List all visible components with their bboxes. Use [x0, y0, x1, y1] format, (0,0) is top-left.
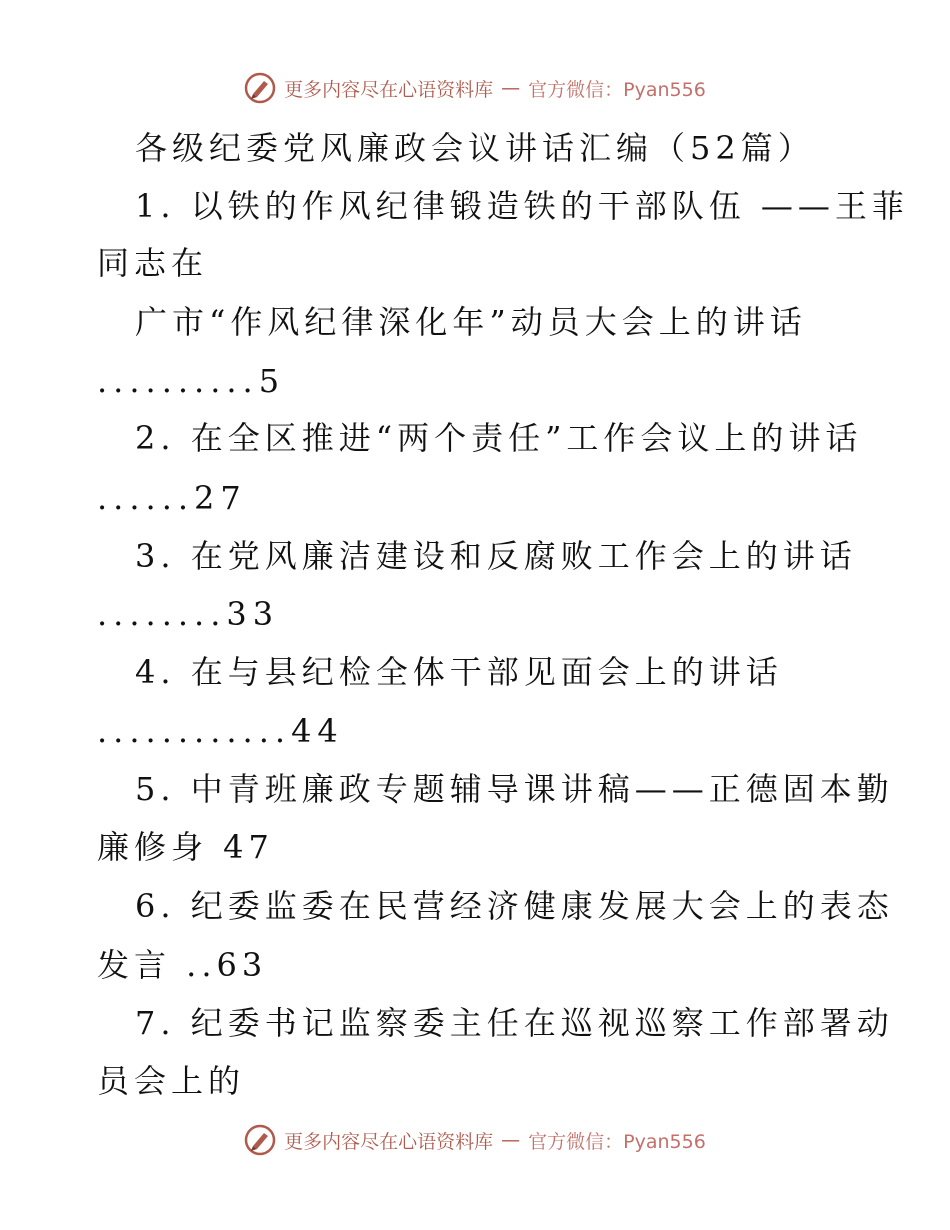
- header-watermark: [0, 72, 950, 104]
- toc-page-number: ........33: [97, 595, 280, 633]
- toc-line: 4. 在与县纪检全体干部见面会上的讲话: [135, 653, 783, 691]
- pen-logo-icon: [244, 72, 276, 104]
- toc-line: 发言 ..63: [97, 946, 268, 984]
- toc-line: 7. 纪委书记监察委主任在巡视巡察工作部署动: [135, 1004, 894, 1042]
- watermark-text: 更多内容尽在心语资料库: [284, 78, 494, 101]
- toc-page-number: ............44: [97, 712, 344, 750]
- toc-line: 3. 在党风廉洁建设和反腐败工作会上的讲话: [135, 537, 857, 575]
- watermark-separator: —: [501, 77, 521, 99]
- watermark-wechat: 官方微信：Pyan556: [528, 78, 706, 101]
- toc-line: 6. 纪委监委在民营经济健康发展大会上的表态: [135, 887, 894, 925]
- watermark-separator: —: [501, 1129, 521, 1151]
- toc-line: 员会上的: [97, 1062, 246, 1100]
- footer-watermark: [0, 1124, 950, 1156]
- toc-line: 同志在: [97, 244, 209, 282]
- document-title: 各级纪委党风廉政会议讲话汇编（52篇）: [135, 129, 815, 167]
- watermark-text: 更多内容尽在心语资料库: [284, 1130, 494, 1153]
- toc-line: 广市“作风纪律深化年”动员大会上的讲话: [135, 303, 807, 341]
- toc-line: 5. 中青班廉政专题辅导课讲稿——正德固本勤: [135, 770, 894, 808]
- toc-line: 廉修身 47: [97, 828, 274, 866]
- watermark-wechat: 官方微信：Pyan556: [528, 1130, 706, 1153]
- toc-line: 2. 在全区推进“两个责任”工作会议上的讲话: [135, 419, 863, 457]
- toc-line: 1. 以铁的作风纪律锻造铁的干部队伍 ——王菲: [135, 187, 909, 225]
- toc-page-number: ..........5: [97, 362, 286, 400]
- pen-logo-icon: [244, 1124, 276, 1156]
- toc-page-number: ......27: [97, 479, 247, 517]
